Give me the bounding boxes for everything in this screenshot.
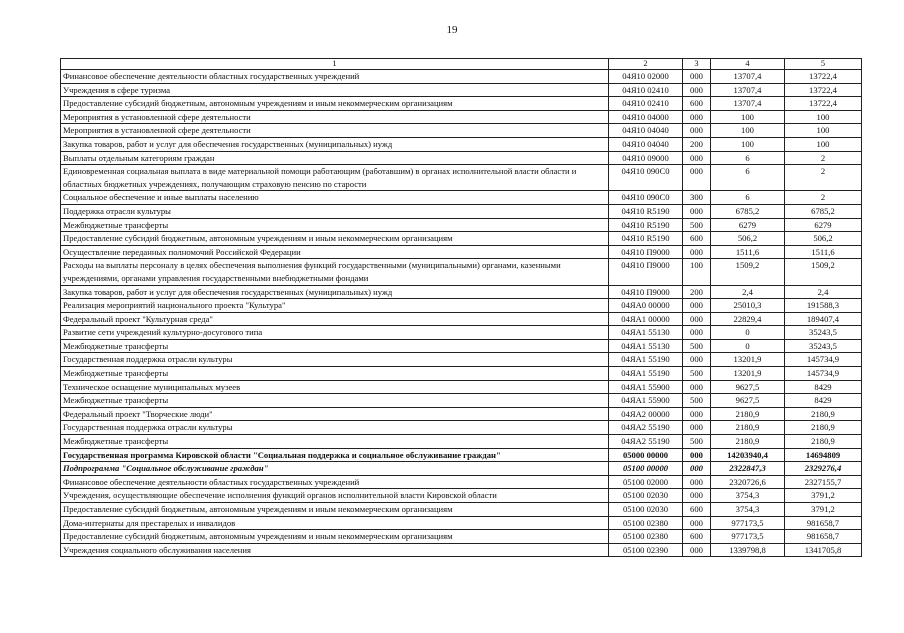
row-value-year1-cell: 6: [711, 165, 785, 191]
row-type-cell: 100: [683, 259, 711, 285]
row-name-cell: Государственная поддержка отрасли культуры: [61, 421, 609, 435]
row-value-year1-cell: 13707,4: [711, 97, 785, 111]
row-value-year2-cell: 981658,7: [785, 516, 862, 530]
row-code-cell: 05100 02030: [609, 489, 683, 503]
row-type-cell: 000: [683, 299, 711, 313]
row-code-cell: 05100 02000: [609, 475, 683, 489]
row-name-cell: Развитие сети учреждений культурно-досугового типа: [61, 326, 609, 340]
table-row: [61, 394, 862, 408]
row-type-cell: 000: [683, 151, 711, 165]
row-value-year1-cell: 100: [711, 110, 785, 124]
row-name-cell: Федеральный проект "Творческие люди": [61, 407, 609, 421]
table-row: [61, 191, 862, 205]
row-type-cell: 000: [683, 110, 711, 124]
row-type-cell: 000: [683, 245, 711, 259]
row-value-year2-cell: 13722,4: [785, 70, 862, 84]
row-value-year2-cell: 2180,9: [785, 435, 862, 449]
row-value-year2-cell: 191588,3: [785, 299, 862, 313]
row-code-cell: 04Я10 02410: [609, 83, 683, 97]
header-col-4: 4: [711, 59, 785, 70]
row-value-year2-cell: 35243,5: [785, 326, 862, 340]
row-code-cell: 04ЯА1 55130: [609, 326, 683, 340]
row-code-cell: 04Я10 R5190: [609, 218, 683, 232]
row-type-cell: 000: [683, 124, 711, 138]
row-value-year2-cell: 1341705,8: [785, 543, 862, 557]
row-value-year2-cell: 189407,4: [785, 312, 862, 326]
row-value-year2-cell: 2329276,4: [785, 462, 862, 476]
row-type-cell: 600: [683, 503, 711, 517]
row-value-year1-cell: 13201,9: [711, 353, 785, 367]
table-row: [61, 367, 862, 381]
row-code-cell: 04ЯА1 55190: [609, 353, 683, 367]
row-value-year1-cell: 3754,3: [711, 503, 785, 517]
row-type-cell: 000: [683, 326, 711, 340]
row-type-cell: 000: [683, 70, 711, 84]
row-name-cell: Единовременная социальная выплата в виде материальной помощи работающим (работавшим) в органах исполнительной власти области и областных бюджетных учреждениях, получающим страховую пенсию по старости: [61, 165, 609, 191]
row-value-year1-cell: 1339798,8: [711, 543, 785, 557]
table-row: [61, 110, 862, 124]
row-value-year2-cell: 2180,9: [785, 421, 862, 435]
table-row: [61, 285, 862, 299]
row-value-year2-cell: 13722,4: [785, 83, 862, 97]
header-col-5: 5: [785, 59, 862, 70]
row-name-cell: Реализация мероприятий национального проекта "Культура": [61, 299, 609, 313]
row-code-cell: 04Я10 04000: [609, 110, 683, 124]
table-row: [61, 503, 862, 517]
row-value-year1-cell: 9627,5: [711, 380, 785, 394]
table-row: [61, 137, 862, 151]
table-row: [61, 380, 862, 394]
row-name-cell: Предоставление субсидий бюджетным, автономным учреждениям и иным некоммерческим организациям: [61, 97, 609, 111]
row-value-year2-cell: 506,2: [785, 232, 862, 246]
row-type-cell: 000: [683, 543, 711, 557]
row-type-cell: 200: [683, 285, 711, 299]
row-type-cell: 000: [683, 421, 711, 435]
row-value-year2-cell: 3791,2: [785, 503, 862, 517]
row-value-year1-cell: 6: [711, 191, 785, 205]
row-name-cell: Социальное обеспечение и иные выплаты населению: [61, 191, 609, 205]
header-col-1: 1: [61, 59, 609, 70]
row-value-year2-cell: 100: [785, 137, 862, 151]
row-value-year2-cell: 2,4: [785, 285, 862, 299]
row-type-cell: 200: [683, 137, 711, 151]
table-header-row: [61, 59, 862, 70]
row-value-year2-cell: 1509,2: [785, 259, 862, 285]
row-value-year1-cell: 977173,5: [711, 530, 785, 544]
row-type-cell: 000: [683, 380, 711, 394]
row-value-year1-cell: 22829,4: [711, 312, 785, 326]
row-name-cell: Учреждения в сфере туризма: [61, 83, 609, 97]
row-code-cell: 04Я10 R5190: [609, 204, 683, 218]
row-value-year1-cell: 977173,5: [711, 516, 785, 530]
row-value-year2-cell: 2: [785, 151, 862, 165]
row-code-cell: 05100 02390: [609, 543, 683, 557]
row-type-cell: 600: [683, 530, 711, 544]
table-body: [61, 70, 862, 557]
row-type-cell: 000: [683, 489, 711, 503]
row-code-cell: 04Я10 П9000: [609, 259, 683, 285]
page-number: 19: [446, 24, 458, 36]
table-row: [61, 326, 862, 340]
row-code-cell: 04Я10 090С0: [609, 165, 683, 191]
row-code-cell: 04Я10 090С0: [609, 191, 683, 205]
row-value-year1-cell: 0: [711, 326, 785, 340]
row-value-year2-cell: 3791,2: [785, 489, 862, 503]
row-value-year1-cell: 1509,2: [711, 259, 785, 285]
row-value-year1-cell: 13707,4: [711, 70, 785, 84]
row-name-cell: Государственная программа Кировской области "Социальная поддержка и социальное обслуживание граждан": [61, 448, 609, 462]
table-row: [61, 462, 862, 476]
row-name-cell: Закупка товаров, работ и услуг для обеспечения государственных (муниципальных) нужд: [61, 285, 609, 299]
row-value-year2-cell: 2180,9: [785, 407, 862, 421]
table-row: [61, 245, 862, 259]
row-code-cell: 04Я10 04040: [609, 124, 683, 138]
table-row: [61, 530, 862, 544]
row-code-cell: 04Я10 09000: [609, 151, 683, 165]
row-value-year2-cell: 1511,6: [785, 245, 862, 259]
row-name-cell: Межбюджетные трансферты: [61, 339, 609, 353]
row-type-cell: 000: [683, 462, 711, 476]
table-row: [61, 435, 862, 449]
row-value-year2-cell: 145734,9: [785, 367, 862, 381]
table-row: [61, 70, 862, 84]
row-name-cell: Учреждения, осуществляющие обеспечение исполнения функций органов исполнительной власти Кировской области: [61, 489, 609, 503]
row-name-cell: Предоставление субсидий бюджетным, автономным учреждениям и иным некоммерческим организациям: [61, 503, 609, 517]
row-value-year1-cell: 13201,9: [711, 367, 785, 381]
row-type-cell: 500: [683, 367, 711, 381]
row-type-cell: 000: [683, 516, 711, 530]
table-row: [61, 83, 862, 97]
row-value-year2-cell: 8429: [785, 380, 862, 394]
table-row: [61, 475, 862, 489]
row-code-cell: 04ЯА1 00000: [609, 312, 683, 326]
row-value-year1-cell: 100: [711, 137, 785, 151]
row-code-cell: 04Я10 R5190: [609, 232, 683, 246]
row-name-cell: Межбюджетные трансферты: [61, 435, 609, 449]
row-code-cell: 04Я10 П9000: [609, 285, 683, 299]
row-code-cell: 04ЯА1 55130: [609, 339, 683, 353]
row-name-cell: Межбюджетные трансферты: [61, 367, 609, 381]
row-type-cell: 000: [683, 475, 711, 489]
table-row: [61, 204, 862, 218]
row-value-year1-cell: 14203940,4: [711, 448, 785, 462]
row-code-cell: 05000 00000: [609, 448, 683, 462]
row-name-cell: Учреждения социального обслуживания населения: [61, 543, 609, 557]
row-name-cell: Подпрограмма "Социальное обслуживание граждан": [61, 462, 609, 476]
row-type-cell: 500: [683, 435, 711, 449]
row-value-year1-cell: 2180,9: [711, 435, 785, 449]
header-col-2: 2: [609, 59, 683, 70]
row-name-cell: Федеральный проект "Культурная среда": [61, 312, 609, 326]
row-name-cell: Осуществление переданных полномочий Российской Федерации: [61, 245, 609, 259]
row-name-cell: Межбюджетные трансферты: [61, 394, 609, 408]
row-value-year1-cell: 0: [711, 339, 785, 353]
table-row: [61, 516, 862, 530]
table-row: [61, 489, 862, 503]
table-row: [61, 232, 862, 246]
row-value-year2-cell: 100: [785, 110, 862, 124]
row-code-cell: 05100 02380: [609, 530, 683, 544]
row-value-year2-cell: 14694809: [785, 448, 862, 462]
row-value-year2-cell: 13722,4: [785, 97, 862, 111]
table-row: [61, 165, 862, 191]
row-value-year1-cell: 6785,2: [711, 204, 785, 218]
row-type-cell: 500: [683, 218, 711, 232]
table-row: [61, 151, 862, 165]
row-value-year2-cell: 2327155,7: [785, 475, 862, 489]
table-row: [61, 124, 862, 138]
row-type-cell: 000: [683, 407, 711, 421]
row-type-cell: 500: [683, 339, 711, 353]
row-code-cell: 04ЯА0 00000: [609, 299, 683, 313]
row-code-cell: 04ЯА2 00000: [609, 407, 683, 421]
row-name-cell: Поддержка отрасли культуры: [61, 204, 609, 218]
budget-table: [60, 58, 862, 557]
row-name-cell: Межбюджетные трансферты: [61, 218, 609, 232]
row-type-cell: 000: [683, 165, 711, 191]
row-code-cell: 04ЯА1 55900: [609, 394, 683, 408]
row-value-year1-cell: 25010,3: [711, 299, 785, 313]
header-col-3: 3: [683, 59, 711, 70]
row-value-year2-cell: 2: [785, 165, 862, 191]
row-code-cell: 05100 02380: [609, 516, 683, 530]
row-type-cell: 000: [683, 312, 711, 326]
table-row: [61, 339, 862, 353]
row-code-cell: 04ЯА2 55190: [609, 421, 683, 435]
row-code-cell: 04Я10 04040: [609, 137, 683, 151]
row-type-cell: 600: [683, 232, 711, 246]
row-value-year2-cell: 981658,7: [785, 530, 862, 544]
row-code-cell: 05100 00000: [609, 462, 683, 476]
row-value-year2-cell: 6785,2: [785, 204, 862, 218]
row-name-cell: Мероприятия в установленной сфере деятельности: [61, 110, 609, 124]
row-type-cell: 600: [683, 97, 711, 111]
table-row: [61, 299, 862, 313]
row-type-cell: 000: [683, 448, 711, 462]
row-value-year1-cell: 2320726,6: [711, 475, 785, 489]
table-row: [61, 218, 862, 232]
row-value-year1-cell: 2,4: [711, 285, 785, 299]
table-row: [61, 353, 862, 367]
row-name-cell: Техническое оснащение муниципальных музеев: [61, 380, 609, 394]
row-value-year1-cell: 506,2: [711, 232, 785, 246]
row-code-cell: 04Я10 02000: [609, 70, 683, 84]
row-value-year1-cell: 2180,9: [711, 421, 785, 435]
row-value-year1-cell: 2322847,3: [711, 462, 785, 476]
row-type-cell: 300: [683, 191, 711, 205]
row-value-year2-cell: 2: [785, 191, 862, 205]
row-value-year2-cell: 100: [785, 124, 862, 138]
row-value-year2-cell: 145734,9: [785, 353, 862, 367]
row-value-year2-cell: 6279: [785, 218, 862, 232]
row-name-cell: Закупка товаров, работ и услуг для обеспечения государственных (муниципальных) нужд: [61, 137, 609, 151]
row-code-cell: 04ЯА1 55190: [609, 367, 683, 381]
table-row: [61, 97, 862, 111]
row-code-cell: 04Я10 П9000: [609, 245, 683, 259]
row-value-year2-cell: 8429: [785, 394, 862, 408]
row-name-cell: Финансовое обеспечение деятельности областных государственных учреждений: [61, 475, 609, 489]
row-value-year1-cell: 6279: [711, 218, 785, 232]
row-code-cell: 04Я10 02410: [609, 97, 683, 111]
row-value-year1-cell: 9627,5: [711, 394, 785, 408]
row-type-cell: 500: [683, 394, 711, 408]
row-name-cell: Государственная поддержка отрасли культуры: [61, 353, 609, 367]
row-code-cell: 05100 02030: [609, 503, 683, 517]
row-value-year1-cell: 2180,9: [711, 407, 785, 421]
row-code-cell: 04ЯА2 55190: [609, 435, 683, 449]
row-code-cell: 04ЯА1 55900: [609, 380, 683, 394]
table-row: [61, 448, 862, 462]
row-type-cell: 000: [683, 353, 711, 367]
row-value-year2-cell: 35243,5: [785, 339, 862, 353]
table-row: [61, 407, 862, 421]
row-value-year1-cell: 100: [711, 124, 785, 138]
table-row: [61, 259, 862, 285]
row-value-year1-cell: 3754,3: [711, 489, 785, 503]
row-name-cell: Предоставление субсидий бюджетным, автономным учреждениям и иным некоммерческим организациям: [61, 530, 609, 544]
row-name-cell: Финансовое обеспечение деятельности областных государственных учреждений: [61, 70, 609, 84]
row-name-cell: Предоставление субсидий бюджетным, автономным учреждениям и иным некоммерческим организациям: [61, 232, 609, 246]
row-value-year1-cell: 13707,4: [711, 83, 785, 97]
table-row: [61, 421, 862, 435]
row-value-year1-cell: 1511,6: [711, 245, 785, 259]
row-name-cell: Расходы на выплаты персоналу в целях обеспечения выполнения функций государственными (муниципальными) органами, казенными учреждениями, органами управления государственными внебюджетными фондами: [61, 259, 609, 285]
row-name-cell: Мероприятия в установленной сфере деятельности: [61, 124, 609, 138]
table-row: [61, 543, 862, 557]
row-value-year1-cell: 6: [711, 151, 785, 165]
table-row: [61, 312, 862, 326]
row-type-cell: 000: [683, 83, 711, 97]
row-name-cell: Выплаты отдельным категориям граждан: [61, 151, 609, 165]
row-type-cell: 000: [683, 204, 711, 218]
row-name-cell: Дома-интернаты для престарелых и инвалидов: [61, 516, 609, 530]
